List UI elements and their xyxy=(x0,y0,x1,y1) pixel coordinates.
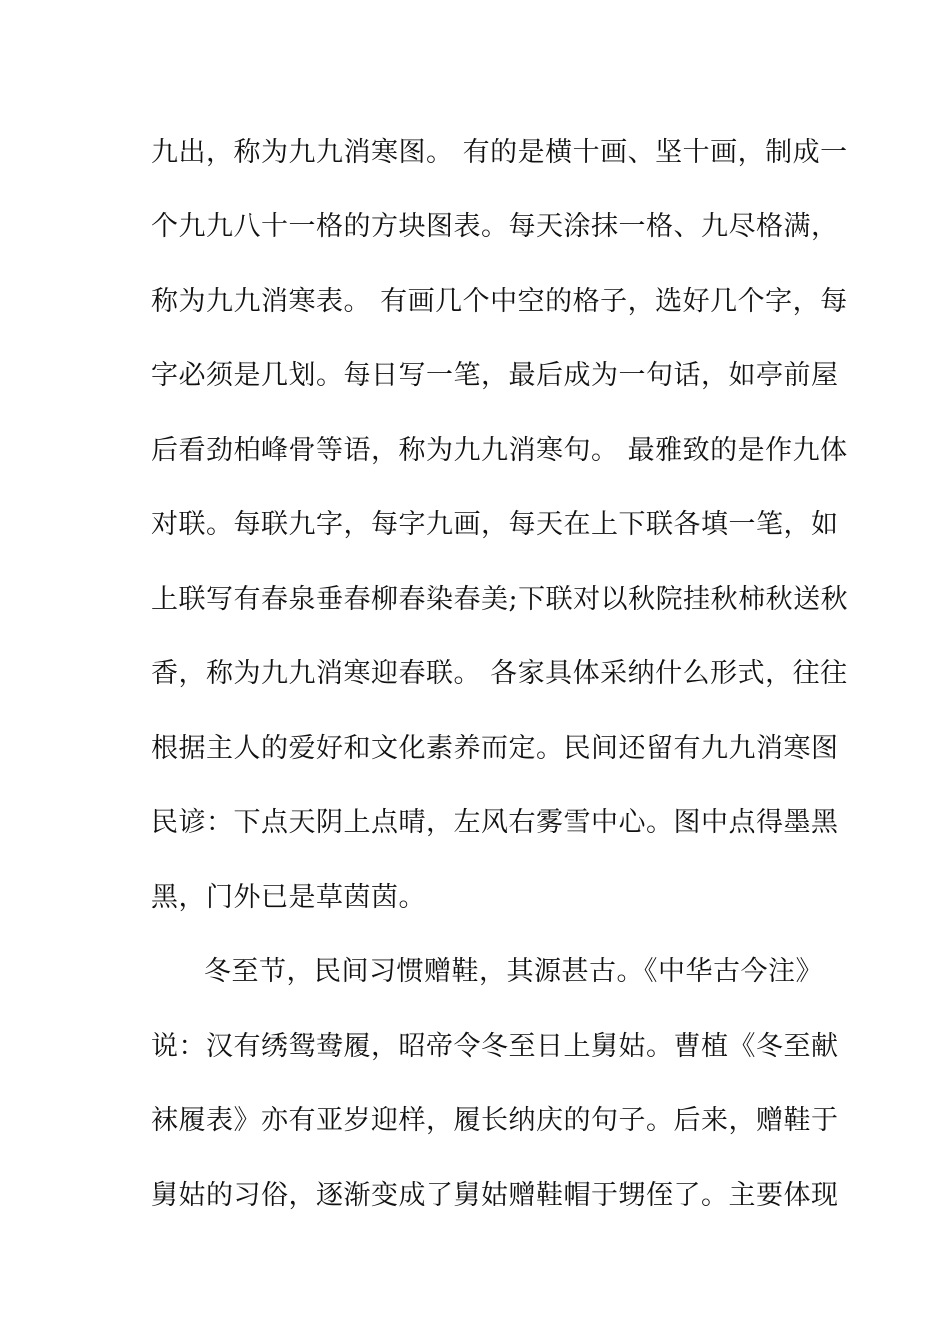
text-line: 香，称为九九消寒迎春联。 各家具体采纳什么形式，往往 xyxy=(151,658,848,689)
text-line: 黑，门外已是草茵茵。 xyxy=(151,882,426,913)
text-line: 九出，称为九九消寒图。 有的是横十画、坚十画，制成一 xyxy=(151,137,848,168)
text-line: 后看劲柏峰骨等语，称为九九消寒句。 最雅致的是作九体 xyxy=(151,435,848,466)
text-line: 民谚：下点天阴上点晴，左风右雾雪中心。图中点得墨黑 xyxy=(151,807,839,838)
text-line: 上联写有春泉垂春柳春染春美;下联对以秋院挂秋柿秋送秋 xyxy=(151,584,849,615)
text-line: 舅姑的习俗，逐渐变成了舅姑赠鞋帽于甥侄了。主要体现 xyxy=(151,1180,839,1211)
text-line: 袜履表》亦有亚岁迎样，履长纳庆的句子。后来，赠鞋于 xyxy=(151,1105,839,1136)
text-line: 根据主人的爱好和文化素养而定。民间还留有九九消寒图 xyxy=(151,733,839,764)
text-line: 字必须是几划。每日写一笔，最后成为一句话，如亭前屋 xyxy=(151,360,839,391)
paragraph-first-line: 冬至节，民间习惯赠鞋，其源甚古。《中华古今注》 xyxy=(204,956,823,987)
text-line: 个九九八十一格的方块图表。每天涂抹一格、九尽格满， xyxy=(151,211,839,242)
text-line: 称为九九消寒表。 有画几个中空的格子，选好几个字，每 xyxy=(151,286,848,317)
text-line: 说：汉有绣鸳鸯履，昭帝令冬至日上舅姑。曹植《冬至献 xyxy=(151,1031,839,1062)
text-line: 对联。每联九字，每字九画，每天在上下联各填一笔，如 xyxy=(151,509,839,540)
